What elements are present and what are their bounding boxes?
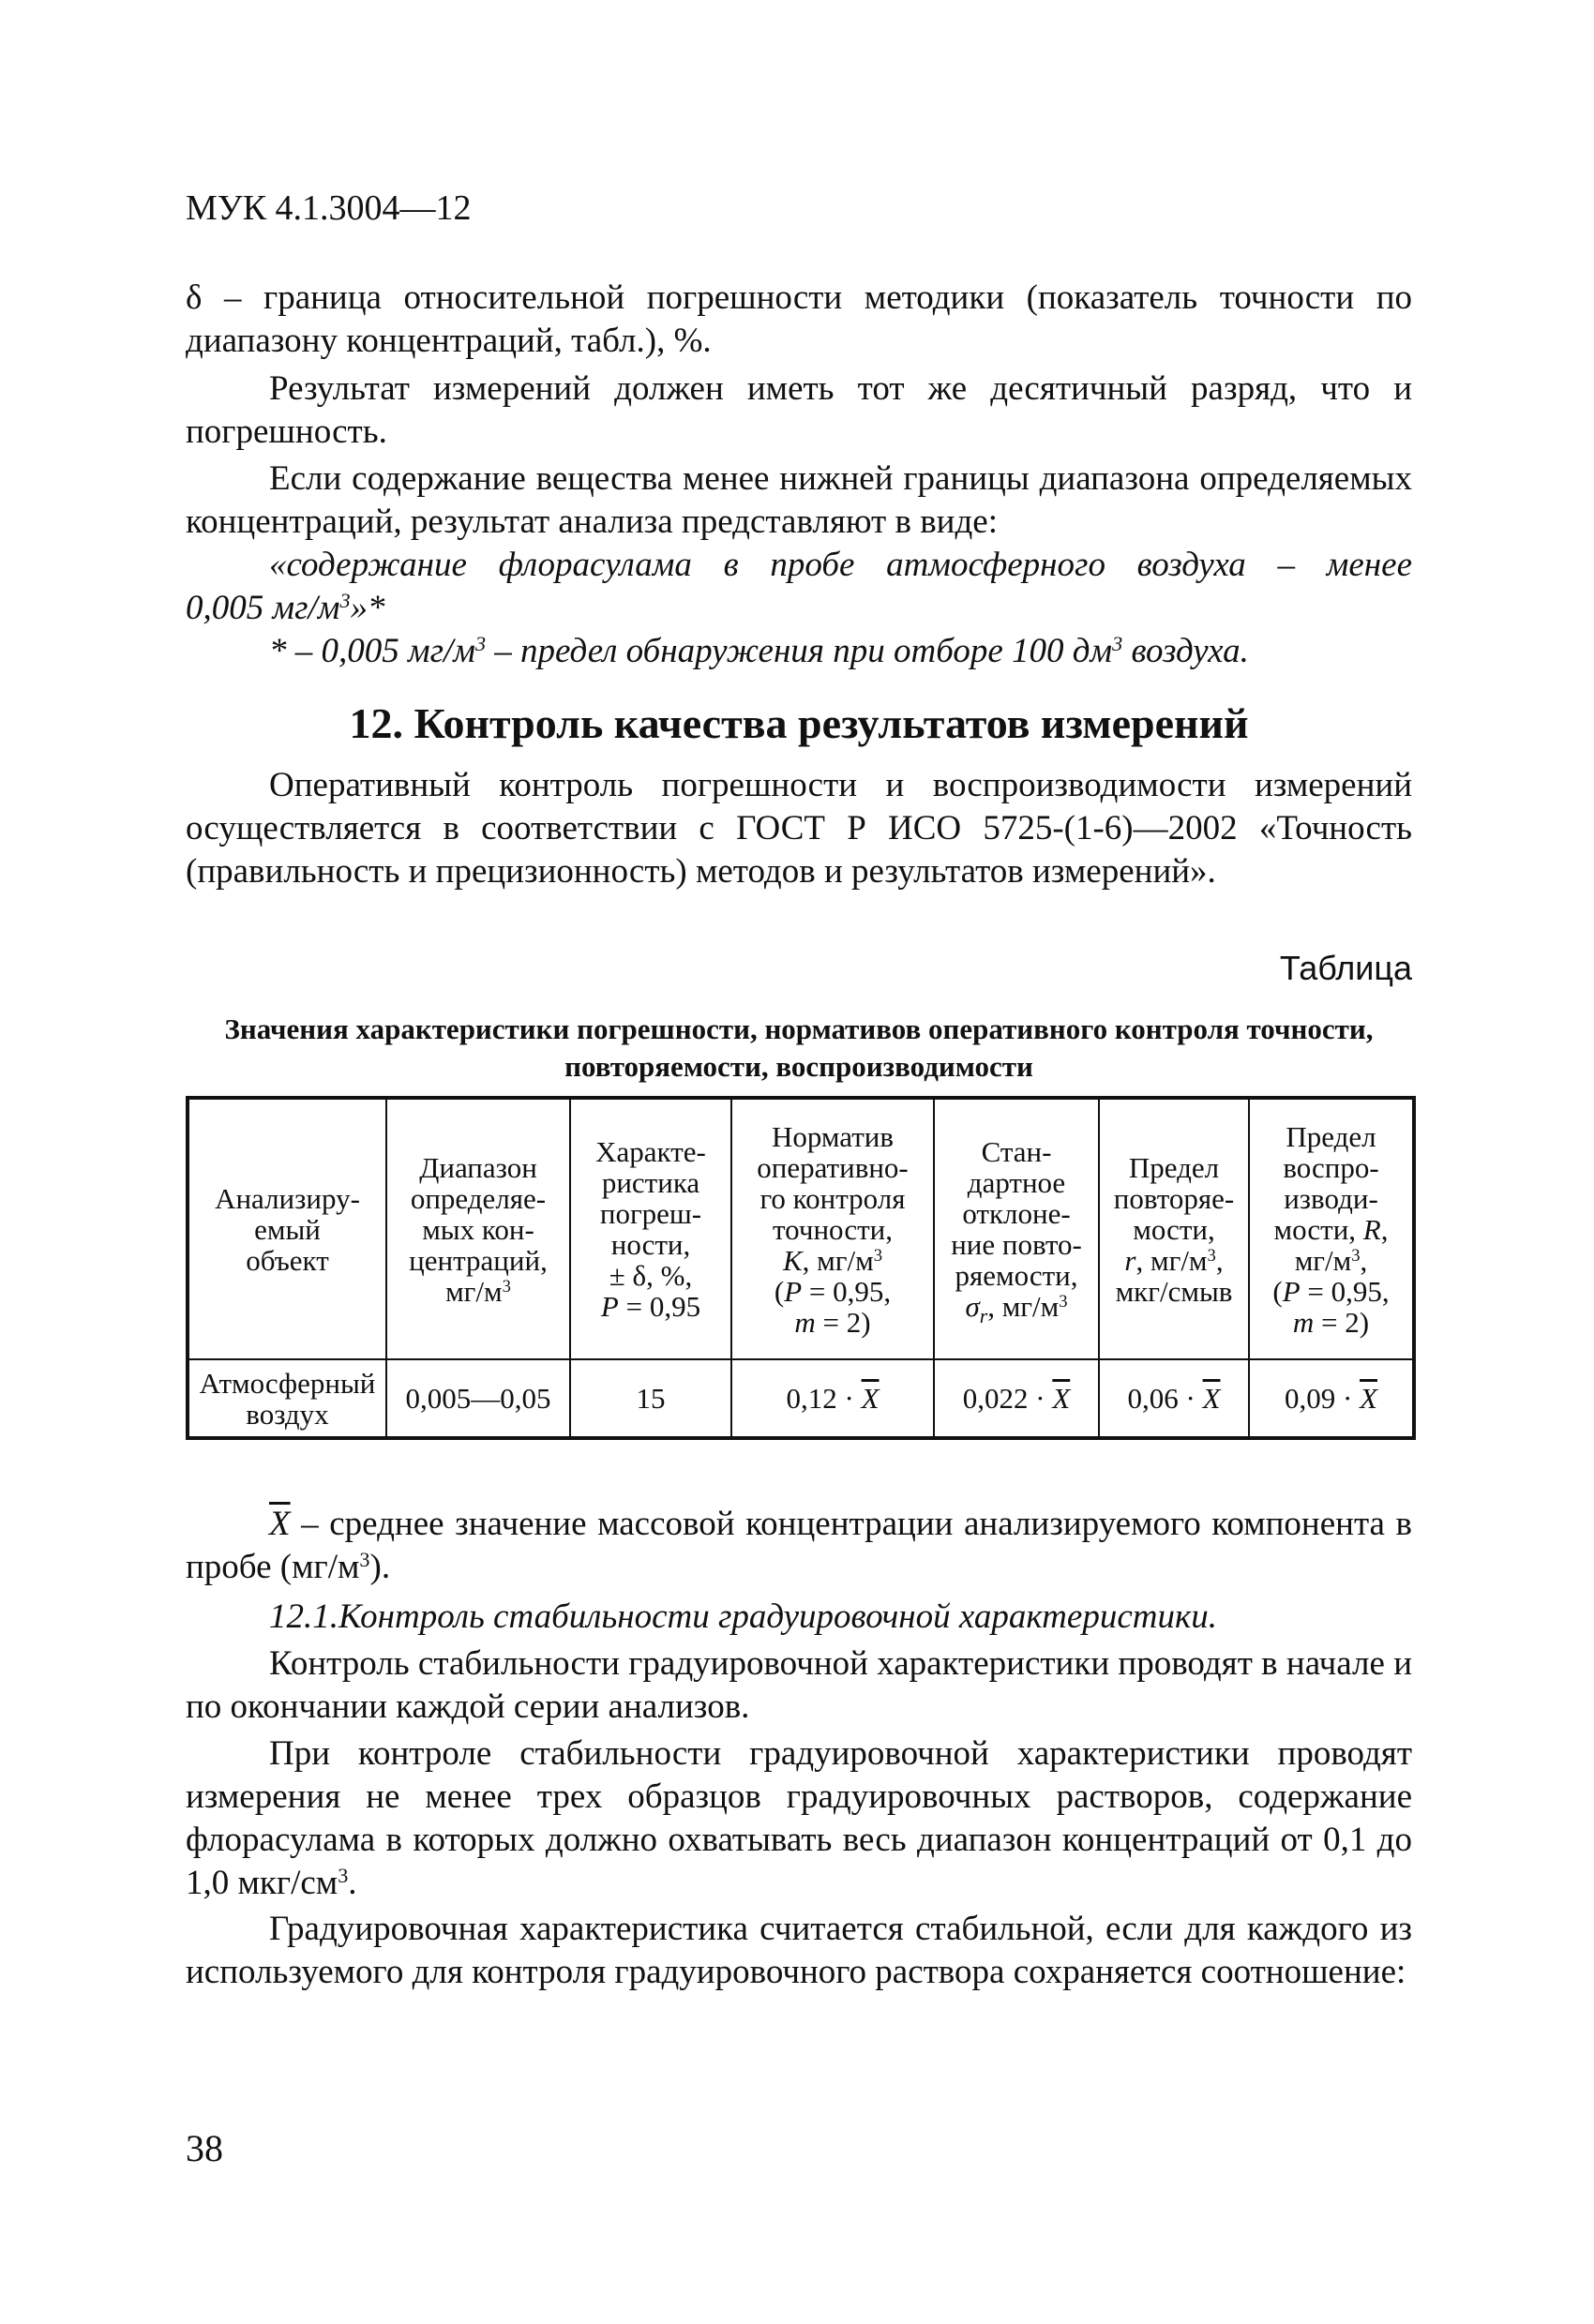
subsection-title: 12.1.Контроль стабильности градуировочной характеристики. xyxy=(269,1597,1218,1636)
header-repeatability: Предел повторяе- мости, r, $мг/м^3$, мкг/смыв xyxy=(1099,1098,1249,1359)
result-quote-line1: «содержание флорасулама в пробе атмосферного воздуха – менее xyxy=(269,546,1412,584)
header-object: Анализиру- емый объект xyxy=(188,1098,386,1359)
table-row xyxy=(188,1359,1414,1438)
cell-k: $0,12 \cdot \overline{X}$ xyxy=(731,1359,934,1438)
xbar-definition: $\overline{X}$ – среднее значение массовой концентрации анализируемого компонента в пробе $(мг/м^3)$. xyxy=(186,1505,1413,1586)
paragraph-digits: Результат измерений должен иметь тот же десятичный разряд, что и погрешность. xyxy=(186,369,1412,451)
paragraph-stability-condition: Градуировочная характеристика считается стабильной, если для каждого из используемого для контроля градуировочного раствора сохраняется соотношение: xyxy=(186,1910,1412,1991)
calibration-end: . xyxy=(348,1864,357,1902)
cell-delta: 15 xyxy=(570,1359,731,1438)
cell-object: Атмосферный воздух xyxy=(188,1359,386,1438)
cell-range: 0,005—0,05 xyxy=(386,1359,570,1438)
delta-definition-text: δ – граница относительной погрешности методики (показатель точности по диапазону концентраций, табл.), %. xyxy=(186,278,1412,360)
note-start: * – 0,005 мг/м xyxy=(269,632,475,670)
error-characteristics-table xyxy=(186,1096,1416,1440)
xbar-symbol: $\overline{X}$ xyxy=(269,1505,291,1543)
header-sigma: Стан- дартное отклоне- ние повто- ряемости, $\sigma_r$, $мг/м^3$ xyxy=(934,1098,1099,1359)
page-number: 38 xyxy=(186,2127,223,2169)
note-end: воздуха. xyxy=(1122,632,1249,670)
delta-definition xyxy=(186,277,1412,363)
cell-sigma: $0,022 \cdot \overline{X}$ xyxy=(934,1359,1099,1438)
cell-sigma-value: 0,022 · xyxy=(962,1382,1045,1415)
note-mid: – предел обнаружения при отборе 100 дм xyxy=(486,632,1113,670)
result-quote-line2: 0,005 $мг/м^3»*$ xyxy=(186,588,385,627)
quote-value: 0,005 мг/м xyxy=(186,589,340,627)
xbar-end: ). xyxy=(369,1548,391,1586)
paragraph-calibration-measurements: При контроле стабильности градуировочной характеристики проводят измерения не менее трех образцов градуировочных растворов, содержание флорасулама в которых должно охватывать весь диапазон концентраций от 0,1 до 1,0 мкг/$см^3$. xyxy=(186,1734,1412,1902)
table-label: Таблица xyxy=(1279,949,1412,987)
table-caption: Значения характеристики погрешности, нормативов оперативного контроля точности, повторяемости, воспроизводимости xyxy=(224,1012,1374,1083)
header-delta: Характе- ристика погреш- ности, ± δ, %, P = 0,95 xyxy=(570,1098,731,1359)
header-k: Норматив оперативно- го контроля точности, K, $мг/м^3$ (P = 0,95, m = 2) xyxy=(731,1098,934,1359)
cell-k-value: 0,12 · xyxy=(786,1382,854,1415)
document-code: МУК 4.1.3004—12 xyxy=(186,188,472,228)
table-header-row xyxy=(188,1098,1414,1359)
cell-r: $0,06 \cdot \overline{X}$ xyxy=(1099,1359,1249,1438)
section-title: 12. Контроль качества результатов измерений xyxy=(349,699,1249,747)
header-reproducibility: Предел воспро- изводи- мости, R, $мг/м^3$, (P = 0,95, m = 2) xyxy=(1249,1098,1414,1359)
detection-limit-note: * – 0,005 $мг/м^3$ – предел обнаружения при отборе 100 $дм^3$ воздуха. xyxy=(269,631,1249,670)
paragraph-lower-limit: Если содержание вещества менее нижней границы диапазона определяемых концентраций, результат анализа представляют в виде: xyxy=(186,459,1412,541)
calibration-text: При контроле стабильности градуировочной характеристики проводят измерения не менее трех образцов градуировочных растворов, содержание флорасулама в которых должно охватывать весь диапазон концентраций от 0,1 до 1,0 мкг/см xyxy=(186,1734,1412,1902)
header-range: Диапазон определяе- мых кон- центраций, $мг/м^3$ xyxy=(386,1098,570,1359)
cell-R-value: 0,09 · xyxy=(1284,1382,1353,1415)
paragraph-calibration-control: Контроль стабильности градуировочной характеристики проводят в начале и по окончании каждой серии анализов. xyxy=(186,1644,1412,1726)
paragraph-operational-control: Оперативный контроль погрешности и воспроизводимости измерений осуществляется в соответствии с ГОСТ Р ИСО 5725-(1-6)—2002 «Точность (правильность и прецизионность) методов и результатов измерений». xyxy=(186,766,1412,891)
cell-R: $0,09 \cdot \overline{X}$ xyxy=(1249,1359,1414,1438)
xbar-text: – среднее значение массовой концентрации анализируемого компонента в пробе (мг/м xyxy=(186,1505,1413,1586)
quote-close: »* xyxy=(350,589,385,627)
cell-r-value: 0,06 · xyxy=(1127,1382,1196,1415)
